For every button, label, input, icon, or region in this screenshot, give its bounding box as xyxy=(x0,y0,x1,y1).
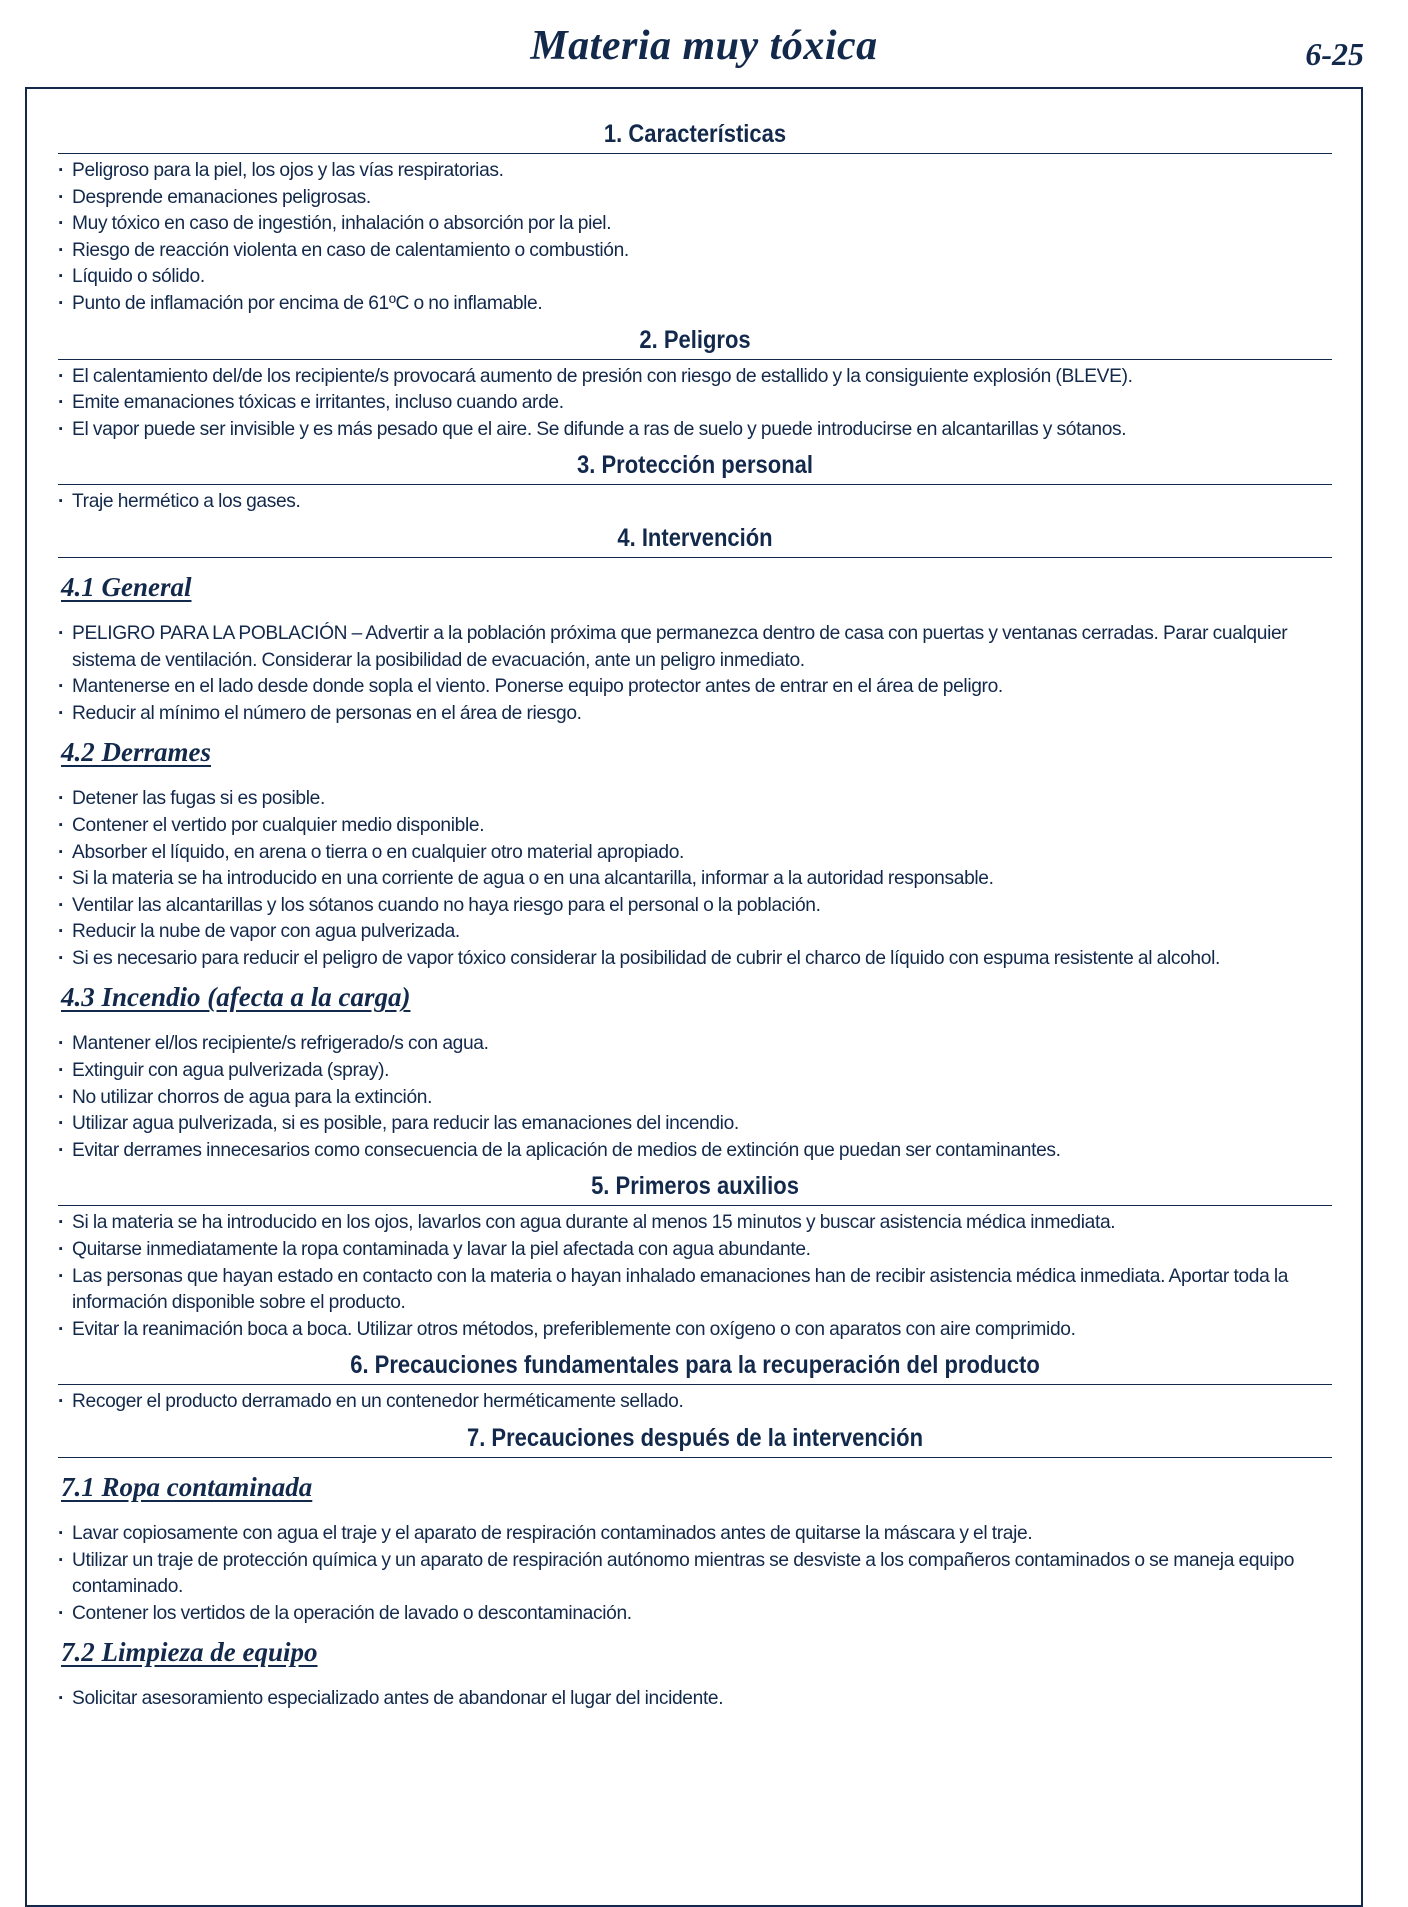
section-proteccion-personal xyxy=(58,451,1332,516)
section-intervencion xyxy=(58,524,1332,1165)
section-heading: 7. Precauciones después de la intervención xyxy=(466,1424,924,1452)
list-item: · Reducir la nube de vapor con agua pulverizada. xyxy=(58,919,1332,946)
bullet-list xyxy=(58,1389,1332,1416)
list-item: · Evitar la reanimación boca a boca. Utilizar otros métodos, preferiblemente con oxígeno o con aparatos con aire comprimido. xyxy=(58,1317,1332,1344)
section-precauciones-despues xyxy=(58,1424,1332,1713)
list-item: · Contener los vertidos de la operación de lavado o descontaminación. xyxy=(58,1601,1332,1628)
section-heading-rule xyxy=(58,326,1332,360)
section-heading-rule xyxy=(58,1424,1332,1458)
bullet-list xyxy=(58,489,1332,516)
list-item: · Evitar derrames innecesarios como consecuencia de la aplicación de medios de extinción que puedan ser contaminantes. xyxy=(58,1138,1332,1165)
list-item: · Utilizar agua pulverizada, si es posible, para reducir las emanaciones del incendio. xyxy=(58,1111,1332,1138)
section-primeros-auxilios xyxy=(58,1172,1332,1343)
list-item: · Emite emanaciones tóxicas e irritantes, incluso cuando arde. xyxy=(58,390,1332,417)
list-item: · Lavar copiosamente con agua el traje y el aparato de respiración contaminados antes de quitarse la máscara y el traje. xyxy=(58,1521,1332,1548)
subsection-heading: 7.2 Limpieza de equipo xyxy=(61,1637,318,1668)
section-heading-rule xyxy=(58,524,1332,558)
section-precauciones-recuperacion xyxy=(58,1351,1332,1416)
subsection-heading: 4.2 Derrames xyxy=(61,737,211,768)
section-caracteristicas xyxy=(58,120,1332,318)
bullet-list xyxy=(58,621,1332,727)
section-heading-rule xyxy=(58,1351,1332,1385)
list-item: · Si es necesario para reducir el peligro de vapor tóxico considerar la posibilidad de cubrir el charco de líquido con espuma resistente al alcohol. xyxy=(58,946,1332,973)
section-heading-rule xyxy=(58,1172,1332,1206)
subsection-incendio xyxy=(58,972,1332,1164)
list-item: · Solicitar asesoramiento especializado antes de abandonar el lugar del incidente. xyxy=(58,1686,1332,1713)
list-item: · Las personas que hayan estado en contacto con la materia o hayan inhalado emanaciones han de recibir asistencia médica inmediata. Aportar toda la información disponible sobre el producto. xyxy=(58,1264,1332,1317)
list-item: · Líquido o sólido. xyxy=(58,264,1332,291)
subsection-general xyxy=(58,562,1332,727)
list-item: · PELIGRO PARA LA POBLACIÓN – Advertir a la población próxima que permanezca dentro de casa con puertas y ventanas cerradas. Parar cualquier sistema de ventilación. Considerar la posibilidad de evacuación, ante un peligro inmediato. xyxy=(58,621,1332,674)
list-item: · Peligroso para la piel, los ojos y las vías respiratorias. xyxy=(58,158,1332,185)
section-heading-rule xyxy=(58,451,1332,485)
list-item: · Absorber el líquido, en arena o tierra o en cualquier otro material apropiado. xyxy=(58,840,1332,867)
list-item: · Si la materia se ha introducido en una corriente de agua o en una alcantarilla, informar a la autoridad responsable. xyxy=(58,866,1332,893)
list-item: · Riesgo de reacción violenta en caso de calentamiento o combustión. xyxy=(58,238,1332,265)
subsection-limpieza-equipo xyxy=(58,1627,1332,1713)
section-heading: 2. Peligros xyxy=(639,325,751,354)
list-item: · Extinguir con agua pulverizada (spray). xyxy=(58,1058,1332,1085)
subsection-derrames xyxy=(58,727,1332,972)
list-item: · Detener las fugas si es posible. xyxy=(58,786,1332,813)
bullet-list xyxy=(58,1686,1332,1713)
list-item: · Traje hermético a los gases. xyxy=(58,489,1332,516)
list-item: · Ventilar las alcantarillas y los sótanos cuando no haya riesgo para el personal o la población. xyxy=(58,893,1332,920)
list-item: · El vapor puede ser invisible y es más pesado que el aire. Se difunde a ras de suelo y puede introducirse en alcantarillas y sótanos. xyxy=(58,417,1332,444)
subsection-heading: 7.1 Ropa contaminada xyxy=(61,1472,313,1502)
bullet-list xyxy=(58,1031,1332,1164)
list-item: · Muy tóxico en caso de ingestión, inhalación o absorción por la piel. xyxy=(58,211,1332,238)
list-item: · Utilizar un traje de protección química y un aparato de respiración autónomo mientras se desviste a los compañeros contaminados o se maneja equipo contaminado. xyxy=(58,1548,1332,1601)
subsection-heading: 4.1 General xyxy=(61,571,192,602)
bullet-list xyxy=(58,1521,1332,1627)
list-item: · Recoger el producto derramado en un contenedor herméticamente sellado. xyxy=(58,1389,1332,1416)
document-body xyxy=(58,120,1332,1713)
list-item: · Mantener el/los recipiente/s refrigerado/s con agua. xyxy=(58,1031,1332,1058)
bullet-list xyxy=(58,1210,1332,1343)
list-item: · Contener el vertido por cualquier medio disponible. xyxy=(58,813,1332,840)
section-heading: 1. Características xyxy=(603,120,787,148)
section-heading: 3. Protección personal xyxy=(577,451,813,480)
bullet-list xyxy=(58,158,1332,318)
list-item: · Reducir al mínimo el número de personas en el área de riesgo. xyxy=(58,701,1332,728)
list-item: · Si la materia se ha introducido en los ojos, lavarlos con agua durante al menos 15 minutos y buscar asistencia médica inmediata. xyxy=(58,1210,1332,1237)
section-heading: 6. Precauciones fundamentales para la recuperación del producto xyxy=(350,1351,1040,1380)
list-item: · Quitarse inmediatamente la ropa contaminada y lavar la piel afectada con agua abundante. xyxy=(58,1237,1332,1264)
list-item: · El calentamiento del/de los recipiente/s provocará aumento de presión con riesgo de estallido y la consiguiente explosión (BLEVE). xyxy=(58,364,1332,391)
section-heading: 4. Intervención xyxy=(617,523,773,552)
section-peligros xyxy=(58,326,1332,444)
bullet-list xyxy=(58,364,1332,444)
section-heading-rule xyxy=(58,120,1332,154)
page-title: Materia muy tóxica xyxy=(530,23,878,69)
section-heading: 5. Primeros auxilios xyxy=(591,1172,799,1201)
page-number: 6-25 xyxy=(1305,36,1364,72)
list-item: · Mantenerse en el lado desde donde sopla el viento. Ponerse equipo protector antes de entrar en el área de peligro. xyxy=(58,674,1332,701)
list-item: · Punto de inflamación por encima de 61ºC o no inflamable. xyxy=(58,291,1332,318)
subsection-ropa-contaminada xyxy=(58,1462,1332,1627)
bullet-list xyxy=(58,786,1332,972)
subsection-heading: 4.3 Incendio (afecta a la carga) xyxy=(61,982,411,1013)
list-item: · No utilizar chorros de agua para la extinción. xyxy=(58,1085,1332,1112)
list-item: · Desprende emanaciones peligrosas. xyxy=(58,185,1332,212)
